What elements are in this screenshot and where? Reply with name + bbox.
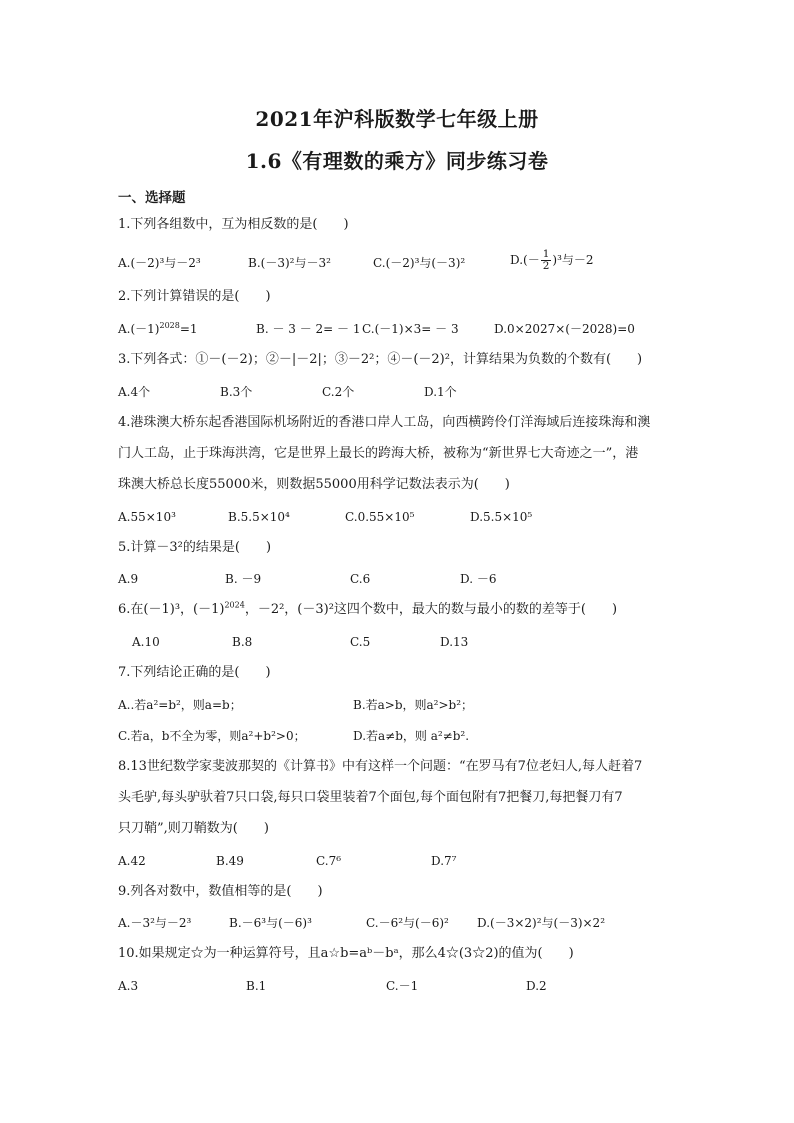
- q3-option-d: D.1个: [424, 385, 457, 399]
- q5-option-c: C.6: [350, 572, 371, 586]
- q4-option-a: A.55×10³: [118, 510, 176, 524]
- q10-option-a: A.3: [118, 979, 139, 993]
- q1-option-d-prefix: D.(－: [510, 253, 540, 267]
- q1-option-d: [510, 249, 594, 272]
- section-heading: 一、选择题: [118, 190, 186, 206]
- q6-option-a: A.10: [132, 635, 160, 649]
- q7-option-c: C.若a，b不全为零，则a²+b²>0；: [118, 729, 306, 743]
- q4-option-b: B.5.5×10⁴: [228, 510, 290, 524]
- q5-option-d: D. －6: [460, 572, 497, 586]
- question-3: 3.下列各式：①－(－2)；②－|－2|；③－2²；④－(－2)²，计算结果为负数的个数有( ): [118, 352, 643, 367]
- question-8-line-3: 只刀鞘”,则刀鞘数为( ): [118, 821, 269, 836]
- question-1: 1.下列各组数中，互为相反数的是( ): [118, 217, 349, 232]
- fraction-half: [541, 249, 552, 272]
- q10-option-d: D.2: [526, 979, 547, 993]
- q7-option-b: B.若a>b，则a²>b²；: [353, 698, 474, 712]
- q9-option-a: A.－3²与－2³: [118, 916, 192, 930]
- q3-option-a: A.4个: [118, 385, 151, 399]
- q9-option-c: C.－6²与(－6)²: [366, 916, 449, 930]
- question-8-line-1: 8.13世纪数学家斐波那契的《计算书》中有这样一个问题：“在罗马有7位老妇人,每人赶着7: [118, 759, 643, 774]
- q6-option-d: D.13: [440, 635, 469, 649]
- q9-option-d: D.(－3×2)²与(－3)×2²: [477, 916, 606, 930]
- q8-option-d: D.7⁷: [431, 854, 457, 868]
- fraction-denominator: 2: [542, 260, 550, 272]
- q1-option-a: A.(－2)³与－2³: [118, 256, 201, 270]
- question-6-start: 6.在(－1)³，(－1): [118, 602, 225, 617]
- q2-option-d: D.0×2027×(－2028)=0: [494, 322, 635, 336]
- q1-option-d-suffix: )³与－2: [552, 253, 594, 267]
- q3-option-c: C.2个: [322, 385, 355, 399]
- question-2: 2.下列计算错误的是( ): [118, 289, 271, 304]
- q8-option-c: C.7⁶: [316, 854, 342, 868]
- q5-option-a: A.9: [118, 572, 139, 586]
- q10-option-c: C.－1: [386, 979, 419, 993]
- q6-option-c: C.5: [350, 635, 371, 649]
- document-subtitle: 1.6《有理数的乘方》同步练习卷: [245, 149, 549, 173]
- question-7: 7.下列结论正确的是( ): [118, 665, 271, 680]
- question-8-line-2: 头毛驴,每头驴驮着7只口袋,每只口袋里装着7个面包,每个面包附有7把餐刀,每把餐刀有7: [118, 790, 623, 805]
- q1-option-c: C.(－2)³与(－3)²: [373, 256, 466, 270]
- question-6-end: ，－2²，(－3)²这四个数中，最大的数与最小的数的差等于( ): [244, 602, 618, 617]
- question-6-exponent: 2024: [224, 600, 245, 610]
- question-10: 10.如果规定☆为一种运算符号，且a☆b=aᵇ－bᵃ，那么4☆(3☆2)的值为( ): [118, 946, 574, 961]
- fraction-numerator: 1: [542, 248, 550, 260]
- q5-option-b: B. －9: [225, 572, 262, 586]
- q1-option-b: B.(－3)²与－3²: [248, 256, 331, 270]
- q8-option-b: B.49: [216, 854, 244, 868]
- q2-option-a: [118, 321, 198, 337]
- q10-option-b: B.1: [246, 979, 267, 993]
- document-title: 2021年沪科版数学七年级上册: [255, 107, 539, 131]
- q6-option-b: B.8: [232, 635, 253, 649]
- q2-option-b: B. － 3 － 2= － 1: [256, 322, 361, 336]
- question-4-line-2: 门人工岛，止于珠海洪湾，它是世界上最长的跨海大桥，被称为“新世界七大奇迹之一”，港: [118, 446, 639, 461]
- question-6: [118, 602, 617, 618]
- q8-option-a: A.42: [118, 854, 146, 868]
- q4-option-c: C.0.55×10⁵: [345, 510, 415, 524]
- question-5: 5.计算－3²的结果是( ): [118, 540, 272, 555]
- q2-option-a-exponent: 2028: [159, 321, 180, 330]
- q2-option-a-result: =1: [179, 322, 198, 336]
- q4-option-d: D.5.5×10⁵: [470, 510, 533, 524]
- q7-option-a: A..若a²=b²，则a=b；: [118, 698, 242, 712]
- q2-option-c: C.(－1)×3= － 3: [362, 322, 459, 336]
- question-4-line-3: 珠澳大桥总长度55000米，则数据55000用科学记数法表示为( ): [118, 477, 510, 492]
- q3-option-b: B.3个: [220, 385, 253, 399]
- q9-option-b: B.－6³与(－6)³: [229, 916, 312, 930]
- question-4-line-1: 4.港珠澳大桥东起香港国际机场附近的香港口岸人工岛，向西横跨伶仃洋海域后连接珠海和澳: [118, 415, 651, 430]
- q7-option-d: D.若a≠b，则 a²≠b².: [353, 729, 470, 743]
- question-9: 9.列各对数中，数值相等的是( ): [118, 884, 323, 899]
- q2-option-a-base: A.(－1): [118, 322, 160, 336]
